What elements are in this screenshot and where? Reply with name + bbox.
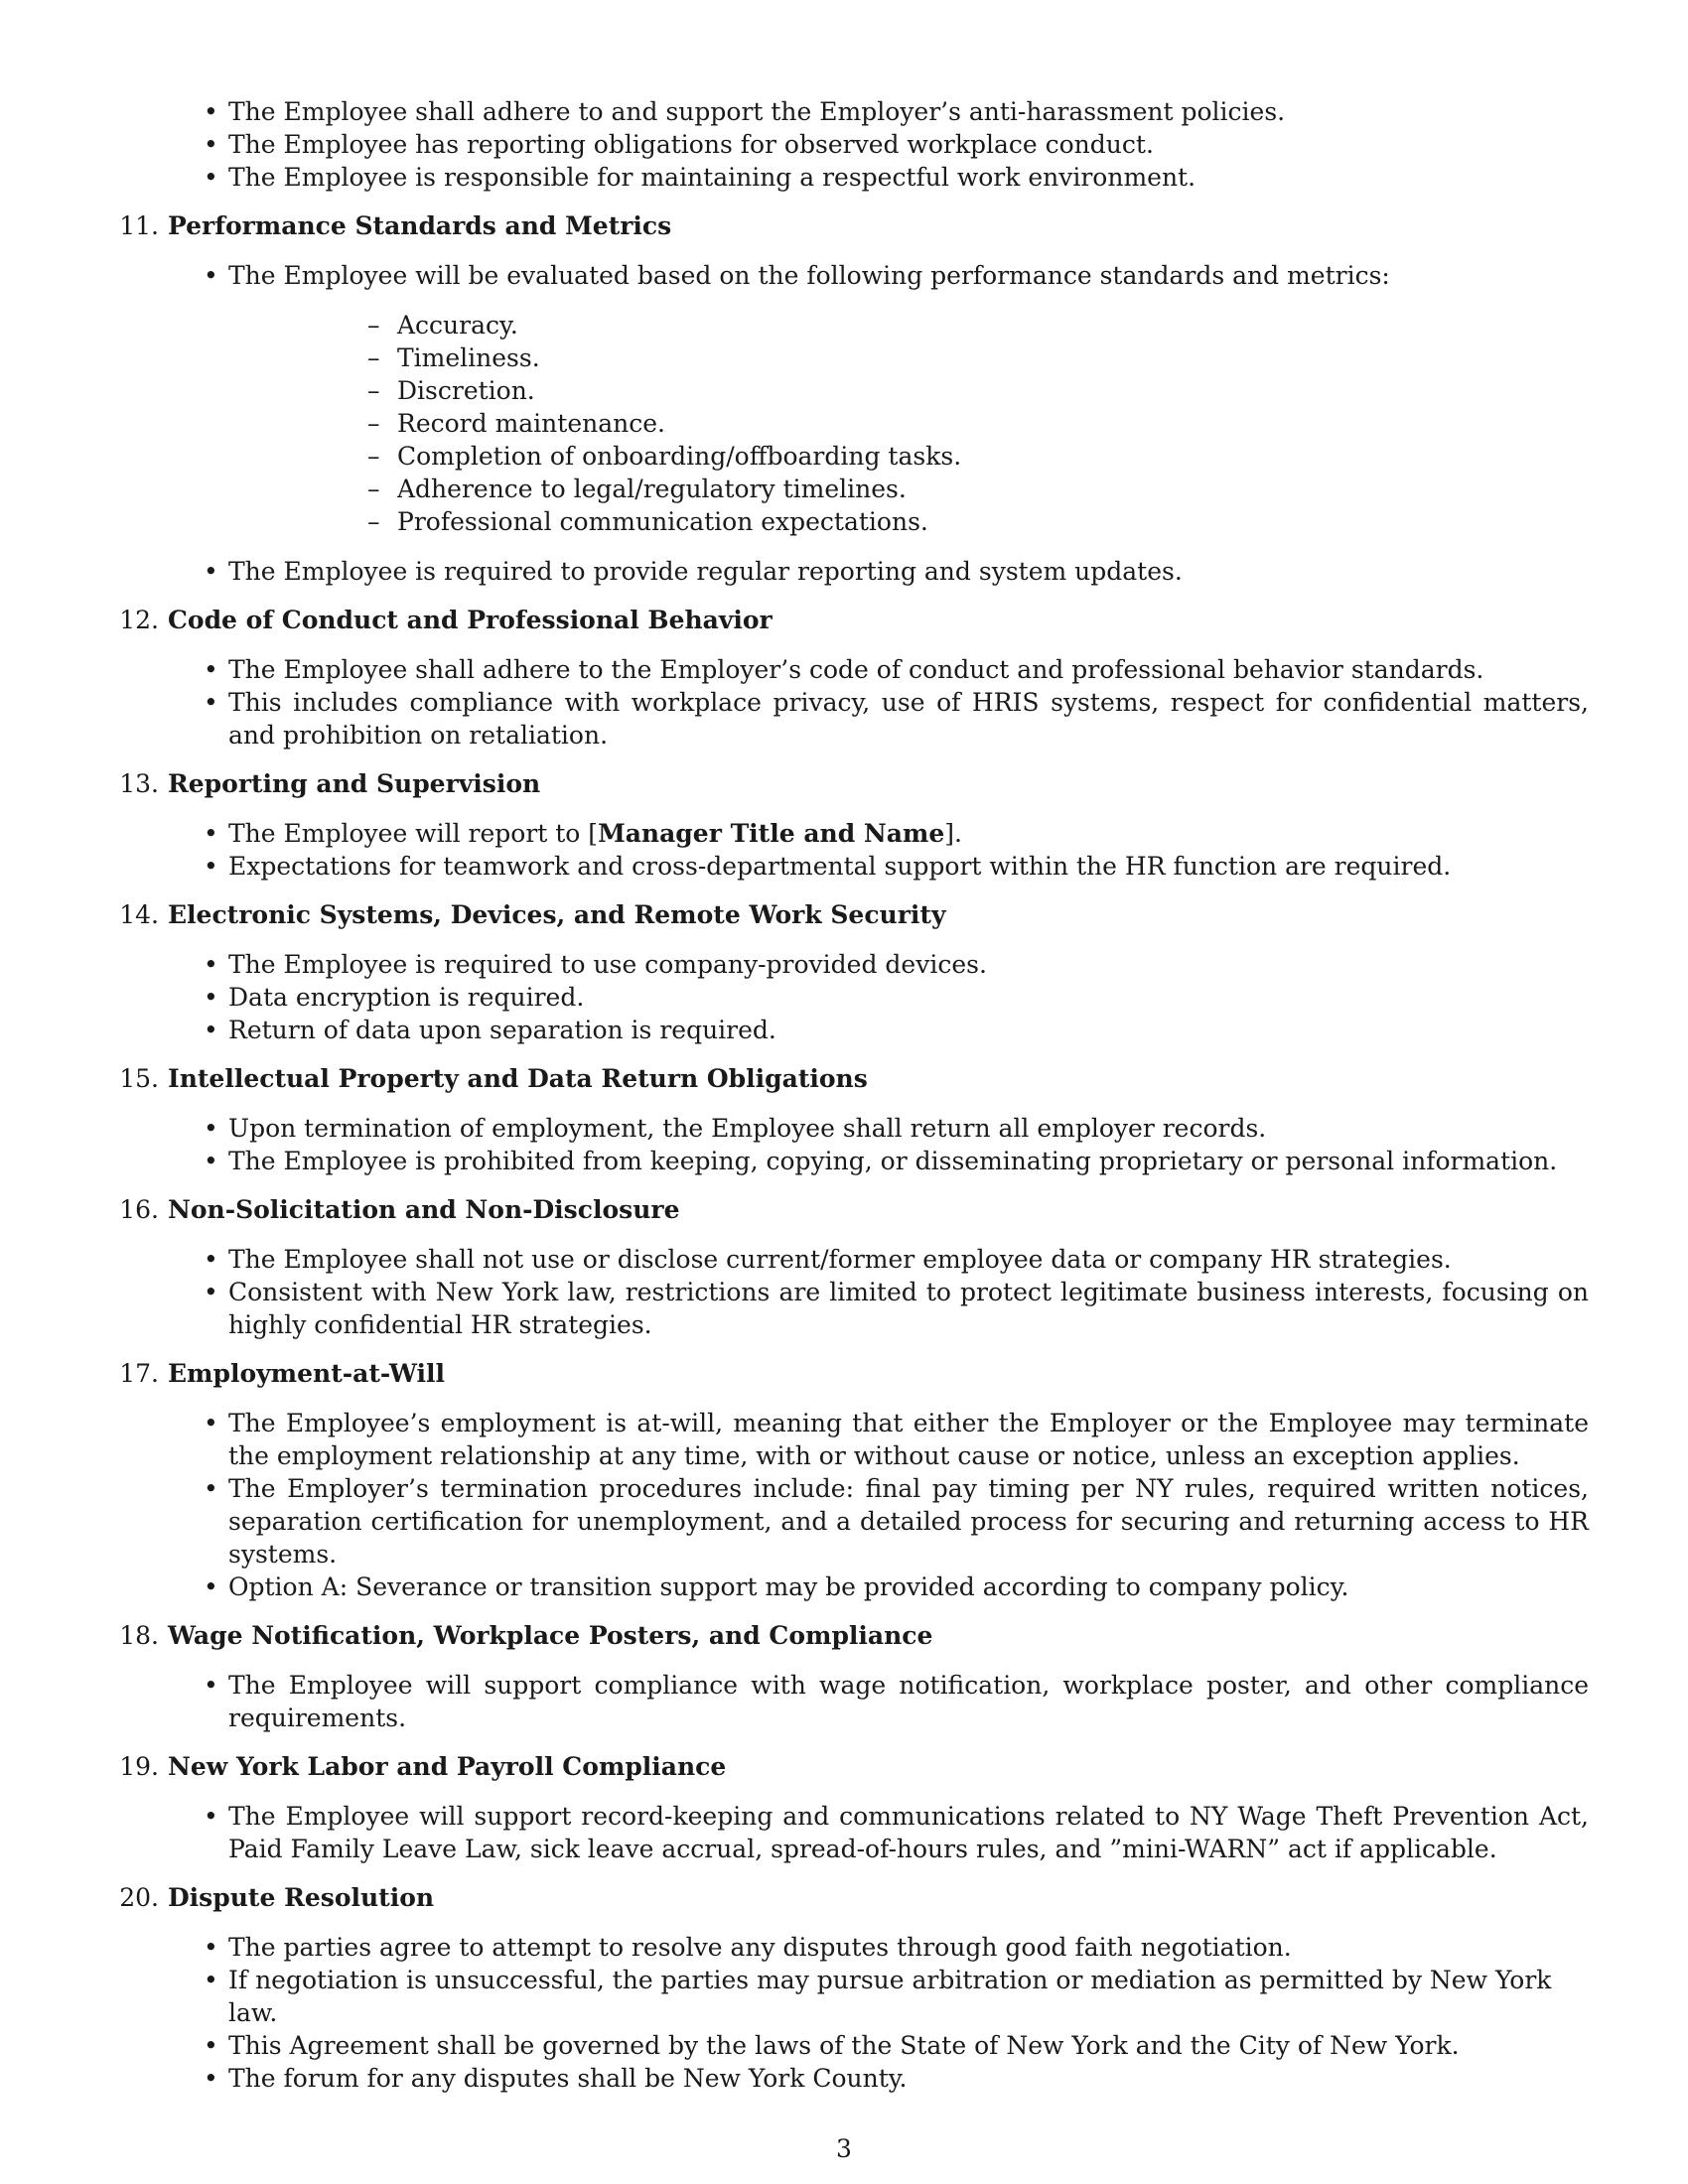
section-13 [109,767,1589,883]
section-heading [109,209,1589,242]
section-heading [109,1357,1589,1390]
section-20 [109,1881,1589,2095]
list-item: • This includes compliance with workplace privacy, use of HRIS systems, respect for confidential matters, and prohibition on retaliation. [109,686,1589,751]
section-bullets [109,1669,1589,1734]
section-bullets [109,1243,1589,1341]
section-bullets [109,948,1589,1046]
section-list [109,209,1589,2095]
section-heading [109,767,1589,800]
report-suffix: ]. [944,819,962,848]
section-number: 14. [119,900,159,929]
section-title: New York Labor and Payroll Compliance [168,1752,727,1781]
section-number: 15. [119,1064,159,1093]
section-number: 17. [119,1359,159,1388]
section-14 [109,898,1589,1046]
section-16 [109,1193,1589,1341]
section-11 [109,209,1589,588]
metric-item: – Completion of onboarding/offboarding tasks. [228,440,1589,473]
section-title: Wage Notification, Workplace Posters, and Compliance [168,1621,933,1650]
section-15 [109,1062,1589,1177]
section-title: Employment-at-Will [168,1359,446,1388]
list-item: • The forum for any disputes shall be New York County. [109,2062,1589,2095]
section-number: 13. [119,769,159,798]
report-prefix: The Employee will report to [ [228,819,599,848]
section-bullets [109,259,1589,588]
list-item: • The Employee is required to provide regular reporting and system updates. [109,555,1589,588]
page-content [109,95,1589,2095]
section-title: Electronic Systems, Devices, and Remote Work Security [168,900,946,929]
metric-item: – Adherence to legal/regulatory timelines. [228,473,1589,505]
section-18 [109,1619,1589,1734]
list-item: • The Employee is responsible for maintaining a respectful work environment. [109,161,1589,194]
section-19 [109,1750,1589,1865]
section-bullets [109,1407,1589,1603]
section-title: Dispute Resolution [168,1883,435,1912]
list-item [109,259,1589,538]
metrics-list [228,309,1589,538]
section-heading [109,898,1589,931]
section-bullets [109,1112,1589,1177]
list-item: • Option A: Severance or transition support may be provided according to company policy. [109,1570,1589,1603]
section-title: Performance Standards and Metrics [168,211,672,240]
list-item: • Return of data upon separation is required. [109,1014,1589,1046]
list-item: • The Employee will support compliance with wage notification, workplace poster, and other compliance requirements. [109,1669,1589,1734]
list-item: • This Agreement shall be governed by the laws of the State of New York and the City of New York. [109,2029,1589,2062]
section-number: 11. [119,211,159,240]
list-item: • Upon termination of employment, the Employee shall return all employer records. [109,1112,1589,1145]
section-heading [109,1193,1589,1226]
page-number: 3 [836,2134,852,2163]
list-item: • Data encryption is required. [109,981,1589,1014]
intro-bullet-list [109,95,1589,194]
section-17 [109,1357,1589,1603]
list-item: • The Employee’s employment is at-will, meaning that either the Employer or the Employee may terminate the employment relationship at any time, with or without cause or notice, unless an exception applies. [109,1407,1589,1472]
metric-item: – Discretion. [228,374,1589,407]
section-12 [109,604,1589,751]
metric-item: – Record maintenance. [228,407,1589,440]
section-title: Intellectual Property and Data Return Obligations [168,1064,868,1093]
list-item: • The Employee is prohibited from keeping, copying, or disseminating proprietary or personal information. [109,1145,1589,1177]
section-heading [109,1750,1589,1783]
list-item: • The Employee is required to use company-provided devices. [109,948,1589,981]
manager-placeholder: Manager Title and Name [598,819,945,848]
list-item: • The Employee shall adhere to the Employer’s code of conduct and professional behavior standards. [109,653,1589,686]
section-bullets [109,653,1589,751]
section-heading [109,1619,1589,1652]
section-bullets [109,1800,1589,1865]
list-item: • Consistent with New York law, restrictions are limited to protect legitimate business interests, focusing on highly confidential HR strategies. [109,1276,1589,1341]
section-bullets [109,1931,1589,2095]
section-number: 19. [119,1752,159,1781]
metric-item: – Professional communication expectations. [228,505,1589,538]
list-item: • The Employee will support record-keeping and communications related to NY Wage Theft Prevention Act, Paid Family Leave Law, sick leave accrual, spread-of-hours rules, and ”mini-WARN” act if applicable. [109,1800,1589,1865]
section-number: 16. [119,1195,159,1224]
list-item: • The Employee shall not use or disclose current/former employee data or company HR strategies. [109,1243,1589,1276]
section-title: Non-Solicitation and Non-Disclosure [168,1195,680,1224]
list-item: • The Employee has reporting obligations for observed workplace conduct. [109,128,1589,161]
list-item: • The Employee shall adhere to and support the Employer’s anti-harassment policies. [109,95,1589,128]
section-title: Code of Conduct and Professional Behavior [168,606,773,634]
section-number: 20. [119,1883,159,1912]
list-item [109,817,1589,850]
section-title: Reporting and Supervision [168,769,541,798]
section-heading [109,1881,1589,1914]
section-heading [109,604,1589,636]
list-item: • The Employer’s termination procedures include: final pay timing per NY rules, required written notices, separation certification for unemployment, and a detailed process for securing and returning access to HR systems. [109,1472,1589,1570]
section-number: 18. [119,1621,159,1650]
section-heading [109,1062,1589,1095]
section-bullets [109,817,1589,883]
metric-item: – Accuracy. [228,309,1589,341]
list-item: • The parties agree to attempt to resolve any disputes through good faith negotiation. [109,1931,1589,1964]
list-item: • Expectations for teamwork and cross-departmental support within the HR function are required. [109,850,1589,883]
list-item-text: The Employee will be evaluated based on the following performance standards and metrics: [228,261,1390,290]
list-item: • If negotiation is unsuccessful, the parties may pursue arbitration or mediation as permitted by New York law. [109,1964,1589,2029]
section-number: 12. [119,606,159,634]
metric-item: – Timeliness. [228,341,1589,374]
